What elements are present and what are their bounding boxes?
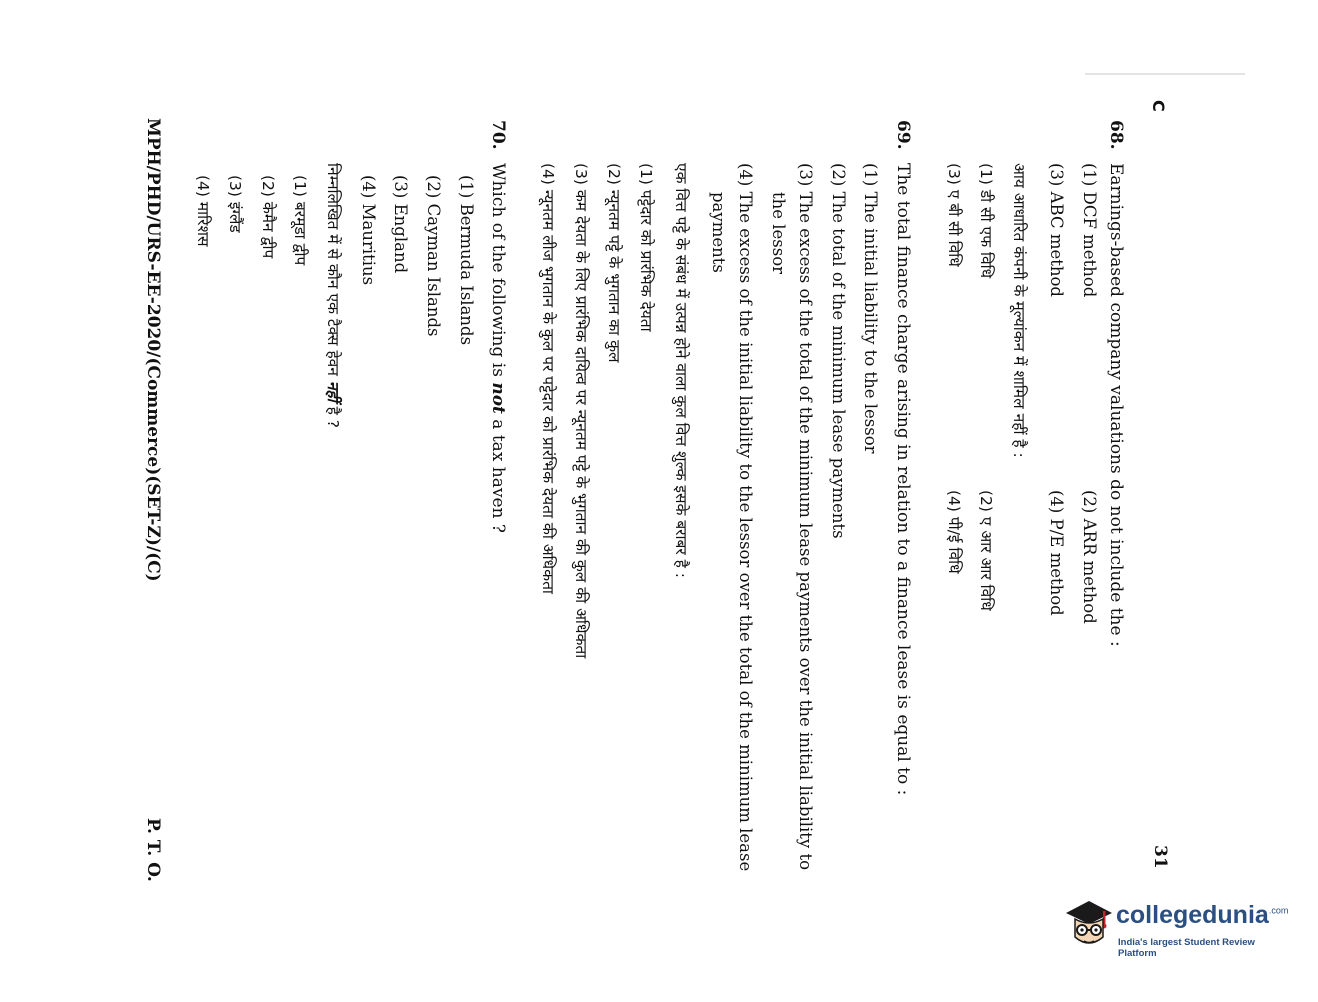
q69-hindi-option-2: (2) न्यूनतम पट्टे के भुगतान का कुल (605, 163, 623, 363)
footer-exam-code: MPH/PHD/URS-EE-2020/(Commerce)(SET-Z)/(C) (143, 118, 163, 582)
q70-option-2: (2) Cayman Islands (424, 175, 443, 337)
q70-option-4: (4) Mauritius (359, 175, 378, 286)
q70-hindi-option-1: (1) बरमूडा द्वीप (291, 175, 309, 266)
q68-option-4: (4) P/E method (1047, 490, 1066, 616)
q69-number: 69. (893, 120, 913, 150)
q68-option-3: (3) ABC method (1047, 163, 1066, 297)
q70-option-3: (3) England (391, 175, 410, 274)
q69-text: The total finance charge arising in relation to a finance lease is equal to : (893, 163, 913, 796)
q70-hindi-option-3: (3) इंग्लैंड (226, 175, 244, 233)
q68-number: 68. (1106, 120, 1126, 150)
q69-hindi-option-4: (4) न्यूनतम लीज भुगतान के कुल पर पट्टेदार को प्रारंभिक देयता की अधिकता (539, 163, 557, 594)
q69-option-3-cont: the lessor (769, 192, 788, 275)
q68-hindi-text: आय आधारित कंपनी के मूल्यांकन में शामिल नहीं है : (1010, 163, 1028, 458)
q69-hindi-option-3: (3) कम देयता के लिए प्रारंभिक दायित्व पर न्यूनतम पट्टे के भुगतान की कुल की अधिकता (572, 163, 590, 659)
q70-number: 70. (488, 120, 508, 150)
q68-hindi-option-3: (3) ए बी सी विधि (945, 163, 963, 267)
q69-option-1: (1) The initial liability to the lessor (861, 163, 880, 454)
set-letter: C (1149, 100, 1168, 112)
q69-option-2: (2) The total of the minimum lease payments (829, 163, 848, 539)
q69-option-3: (3) The excess of the total of the minimum lease payments over the initial liability to (796, 163, 815, 871)
logo-tagline: India's largest Student Review Platform (1118, 937, 1255, 959)
page-number: 31 (1150, 845, 1170, 869)
q68-option-1: (1) DCF method (1080, 163, 1099, 298)
q69-option-4: (4) The excess of the initial liability to the lessor over the total of the minimum lease (736, 163, 755, 872)
q69-hindi-option-1: (1) पट्टेदार को प्रारंभिक देयता (637, 163, 655, 332)
q68-text: Earnings-based company valuations do not include the : (1106, 163, 1126, 647)
q70-option-1: (1) Bermuda Islands (457, 175, 476, 346)
q68-hindi-option-1: (1) डी सी एफ विधि (977, 163, 995, 279)
q68-option-2: (2) ARR method (1080, 490, 1099, 624)
q68-hindi-option-2: (2) ए आर आर विधि (977, 490, 995, 611)
footer-pto: P. T. O. (143, 818, 163, 882)
q69-hindi-text: एक वित्त पट्टे के संबंध में उत्पन्न होने वाला कुल वित्त शुल्क इसके बराबर है : (672, 163, 690, 579)
q70-text: Which of the following is not a tax haven ? (488, 163, 508, 534)
q70-hindi-text: निम्नलिखित में से कौन एक टैक्स हेवन नहीं है ? (324, 163, 342, 428)
q70-hindi-option-2: (2) केमैन द्वीप (259, 175, 277, 259)
q70-hindi-option-4: (4) मारिशस (194, 175, 212, 247)
graduation-mascot-icon (1062, 897, 1116, 957)
collegedunia-logo (1060, 895, 1290, 965)
q69-option-4-cont: payments (709, 192, 728, 273)
logo-brand-text: collegedunia$^{.com}$ (1116, 901, 1289, 929)
q68-hindi-option-4: (4) पी/ई विधि (945, 490, 963, 574)
